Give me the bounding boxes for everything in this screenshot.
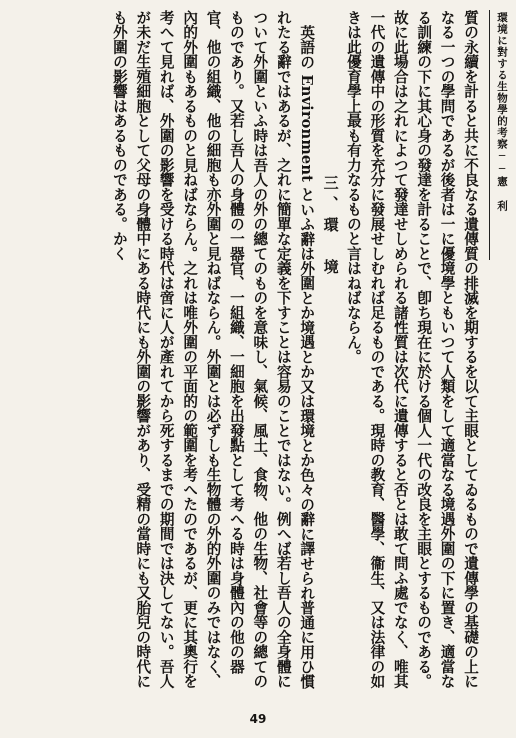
paragraph-continuation: 質の永續を計ると共に不良なる遺傳質の排滅を期するを以て主眼としてゐるもので遺傳學の基礎の上になる一つの學問であるが後者は一に優境學ともいつて人類をして適當なる境遇外圍の下に置き、適當なる訓練の下に其心身の發達を計ることで、卽ち現在に於ける個人一代の改良を主眼とするものである。故に此場合は之れによつて發達せしめられる諸性質は次代に遺傳すると否とは敢て問ふ處でなく、唯其一代の遺傳中の形質を充分に發展せしむれば足るものである。現時の教育、醫學、衞生、又は法律の如きは此優育學上最も有力なるものと言はねばならん。 <box>344 10 479 689</box>
vertical-body-text <box>108 10 483 690</box>
section-heading: 三、環 境 <box>321 175 340 280</box>
header-divider <box>489 10 490 260</box>
paragraph-environment: 英語の Environment といふ辭は外圍とか境遇とか又は環境とか色々の辭に譯せられ普通に用ひ慣れたる辭ではあるが、之れに簡單な定義を下すことは容易のことではない。例へば若し吾人の全身體について外圍といふ時は吾人の外の總てのものを意味し、氣候、風土、食物、他の生物、社會等の總てのものであり。又若し吾人の身體の一器官、一組織、一細胞を出發點として考へる時は身體內の他の器官、他の組織、他の細胞も亦外圍と見ねばならん。外圍とは必ずしも生物體の外的外圍のみではなく、內的外圍もあるものと見ねばならん。之れは唯外圍の平面的の範圍を考へたのであるが、更に其奧行を考へて見れば、外圍の影響を受ける時代は啻に人が產れてから死するまでの期間では決してない。吾人が未だ生殖細胞として父母の身體中にある時代にも外圍の影響があり、受精の當時にも又胎兒の時代にも外圍の影響はあるものである。かく <box>110 10 316 689</box>
page-number: 49 <box>249 712 267 726</box>
running-header: 環境に對する生物學的考察──憲 利 <box>496 12 508 212</box>
